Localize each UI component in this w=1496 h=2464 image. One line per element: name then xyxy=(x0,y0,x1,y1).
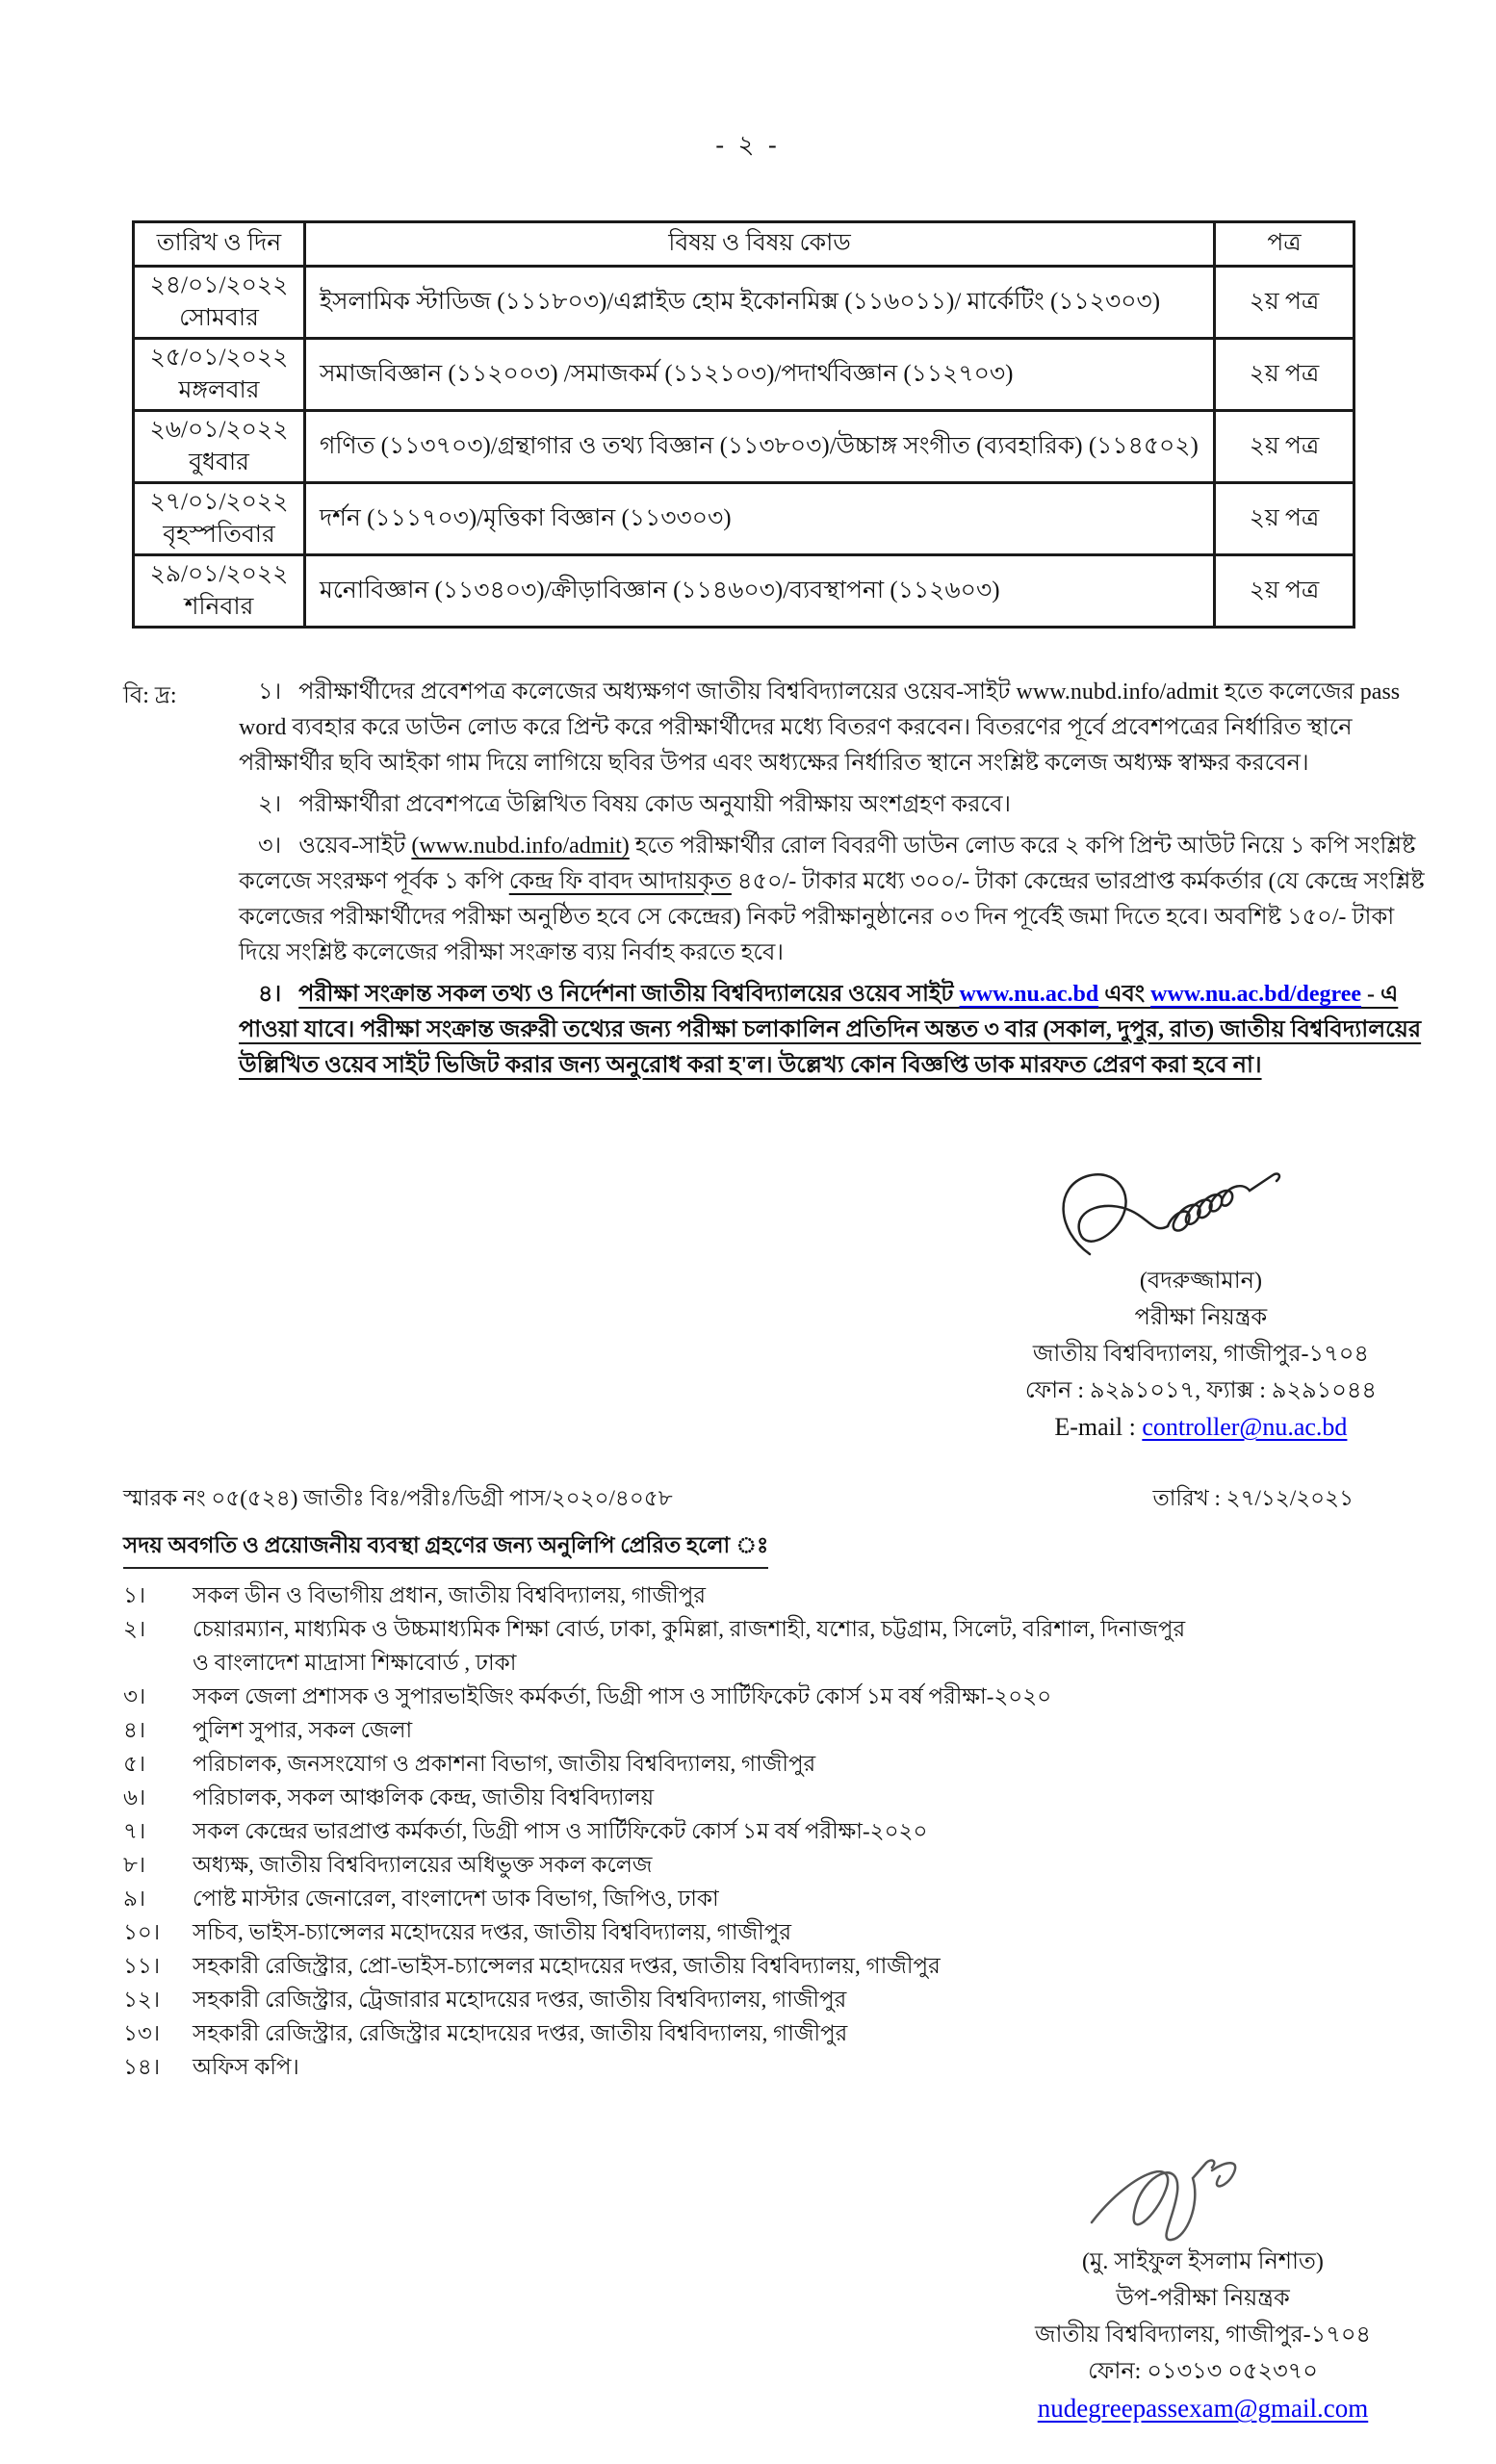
paper-cell: ২য় পত্র xyxy=(1215,555,1354,628)
note-number: ৩। xyxy=(258,834,282,859)
header-subject-code: বিষয় ও বিষয় কোড xyxy=(305,222,1215,267)
controller-email-link[interactable]: controller@nu.ac.bd xyxy=(1142,1413,1348,1441)
deputy-controller-signature-image xyxy=(1077,2153,1328,2249)
list-item-number: ৮। xyxy=(123,1853,146,1877)
list-item xyxy=(123,1680,1438,1713)
table-row xyxy=(134,555,1354,628)
exam-day: মঙ্গলবার xyxy=(178,377,260,403)
signatory-org: জাতীয় বিশ্ববিদ্যালয়, গাজীপুর-১৭০৪ xyxy=(1032,1342,1369,1367)
note-item xyxy=(239,675,1438,782)
list-item xyxy=(123,1949,1438,1983)
distribution-heading: সদয় অবগতি ও প্রয়োজনীয় ব্যবস্থা গ্রহণের জন্য অনুলিপি প্রেরিত হলো ঃ xyxy=(123,1527,768,1569)
date-day-cell xyxy=(134,339,305,411)
paper-cell: ২য় পত্র xyxy=(1215,267,1354,339)
list-item-number: ১। xyxy=(123,1583,146,1607)
underlined-text: (www.nubd.info/admit) xyxy=(411,834,630,859)
list-item xyxy=(123,1578,1438,1612)
table-header-row xyxy=(134,222,1354,267)
table-row xyxy=(134,267,1354,339)
exam-date: ২৫/০১/২০২২ xyxy=(149,345,289,371)
page-number: - ২ - xyxy=(715,131,781,159)
note-item xyxy=(239,787,1438,823)
date-day-cell xyxy=(134,267,305,339)
notes-label: বি: দ্র: xyxy=(123,683,177,708)
website-link[interactable]: www.nu.ac.bd/degree xyxy=(1150,982,1362,1007)
note-text xyxy=(298,792,1011,817)
list-item-number: ১৩। xyxy=(123,2021,161,2045)
memo-date: তারিখ : ২৭/১২/২০২১ xyxy=(1152,1486,1354,1510)
exam-schedule-table xyxy=(132,220,1355,629)
subject-cell: মনোবিজ্ঞান (১১৩৪০৩)/ক্রীড়াবিজ্ঞান (১১৪৬০৩)/ব্যবস্থাপনা (১১২৬০৩) xyxy=(305,555,1215,628)
list-item-text: সকল জেলা প্রশাসক ও সুপারভাইজিং কর্মকর্তা, ডিগ্রী পাস ও সার্টিফিকেট কোর্স ১ম বর্ষ পরীক্ষা-২০২০ xyxy=(193,1684,1052,1708)
subject-cell: ইসলামিক স্টাডিজ (১১১৮০৩)/এপ্লাইড হোম ইকোনমিক্স (১১৬০১১)/ মার্কেটিং (১১২৩০৩) xyxy=(305,267,1215,339)
exam-date: ২৬/০১/২০২২ xyxy=(149,417,289,443)
note-text-segment: হতে পরীক্ষার্থীর রোল বিবরণী ডাউন লোড করে ২ কপি প্রিন্ট আউট নিয়ে ১ কপি সংশ্লিষ্ট কলেজে সংরক্ষণ পূর্বক ১ কপি xyxy=(239,834,1416,894)
note-number: ২। xyxy=(258,792,282,817)
list-item xyxy=(123,1983,1438,2016)
underlined-text: কেন্দ্র ফি বাবদ আদায়কৃত xyxy=(508,869,732,894)
exam-day: বৃহস্পতিবার xyxy=(163,522,275,548)
note-text-segment: ৪৫০/- টাকার মধ্যে ৩০০/- টাকা কেন্দ্রের ভারপ্রাপ্ত কর্মকর্তার (যে কেন্দ্রে সংশ্লিষ্ট কলেজের পরীক্ষার্থীদের পরীক্ষা অনুষ্ঠিত হবে সে কেন্দ্রের) নিকট পরীক্ষানুষ্ঠানের ০৩ দিন পূর্বেই জমা দিতে হবে। অবশিষ্ট ১৫০/- টাকা দিয়ে সংশ্লিষ্ট কলেজের পরীক্ষা সংক্রান্ত ব্যয় নির্বাহ করতে হবে। xyxy=(239,869,1425,965)
list-item-number: ১২। xyxy=(123,1988,161,2012)
note-number: ৪। xyxy=(258,982,282,1007)
header-paper: পত্র xyxy=(1215,222,1354,267)
list-item-text xyxy=(193,1612,1438,1680)
list-item xyxy=(123,2016,1438,2050)
list-item-number: ৬। xyxy=(123,1785,146,1810)
deputy-controller-signature-block xyxy=(1035,2153,1371,2428)
exam-date: ২৭/০১/২০২২ xyxy=(149,489,289,515)
subject-cell: দর্শন (১১১৭০৩)/মৃত্তিকা বিজ্ঞান (১১৩৩০৩) xyxy=(305,483,1215,555)
table-row xyxy=(134,339,1354,411)
list-item-text: সকল ডীন ও বিভাগীয় প্রধান, জাতীয় বিশ্ববিদ্যালয়, গাজীপুর xyxy=(193,1583,706,1607)
list-item-text: সহকারী রেজিস্ট্রার, রেজিস্ট্রার মহোদয়ের দপ্তর, জাতীয় বিশ্ববিদ্যালয়, গাজীপুর xyxy=(193,2021,848,2045)
distribution-list xyxy=(123,1578,1438,2084)
exam-day: সোমবার xyxy=(179,305,259,331)
deputy-email-link[interactable]: nudegreepassexam@gmail.com xyxy=(1037,2394,1369,2423)
controller-signature-block xyxy=(1025,1163,1377,1446)
list-item-number: ৩। xyxy=(123,1684,146,1708)
exam-date: ২৯/০১/২০২২ xyxy=(149,561,289,587)
date-day-cell xyxy=(134,483,305,555)
list-item-number: ৫। xyxy=(123,1752,146,1776)
note-text-segment: ওয়েব-সাইট xyxy=(298,834,412,859)
note-number: ১। xyxy=(258,680,282,705)
email-line xyxy=(1025,1409,1377,1446)
list-item xyxy=(123,1747,1438,1781)
list-item-line: ও বাংলাদেশ মাদ্রাসা শিক্ষাবোর্ড , ঢাকা xyxy=(193,1651,517,1675)
subject-cell: গণিত (১১৩৭০৩)/গ্রন্থাগার ও তথ্য বিজ্ঞান (১১৩৮০৩)/উচ্চাঙ্গ সংগীত (ব্যবহারিক) (১১৪৫০২) xyxy=(305,411,1215,483)
list-item-text: সহকারী রেজিস্ট্রার, ট্রেজারার মহোদয়ের দপ্তর, জাতীয় বিশ্ববিদ্যালয়, গাজীপুর xyxy=(193,1988,847,2012)
signatory-phone: ফোন: ০১৩১৩ ০৫২৩৭০ xyxy=(1088,2359,1318,2384)
list-item-text: সহকারী রেজিস্ট্রার, প্রো-ভাইস-চ্যান্সেলর মহোদয়ের দপ্তর, জাতীয় বিশ্ববিদ্যালয়, গাজীপুর xyxy=(193,1954,941,1978)
table-row xyxy=(134,411,1354,483)
controller-signature-image xyxy=(1046,1163,1354,1269)
memo-row xyxy=(123,1480,1354,1518)
note-item xyxy=(239,829,1438,971)
date-day-cell xyxy=(134,411,305,483)
list-item-text: অফিস কপি। xyxy=(193,2055,299,2079)
signatory-org: জাতীয় বিশ্ববিদ্যালয়, গাজীপুর-১৭০৪ xyxy=(1034,2323,1371,2348)
list-item-text: সচিব, ভাইস-চ্যান্সেলর মহোদয়ের দপ্তর, জাতীয় বিশ্ববিদ্যালয়, গাজীপুর xyxy=(193,1920,791,1944)
exam-day: শনিবার xyxy=(184,594,254,620)
note-text xyxy=(239,834,1425,965)
list-item-text: সকল কেন্দ্রের ভারপ্রাপ্ত কর্মকর্তা, ডিগ্রী পাস ও সার্টিফিকেট কোর্স ১ম বর্ষ পরীক্ষা-২০২০ xyxy=(193,1819,928,1843)
note-text-segment: এবং xyxy=(1098,982,1151,1007)
list-item-number: ১১। xyxy=(123,1954,161,1978)
signatory-title: উপ-পরীক্ষা নিয়ন্ত্রক xyxy=(1116,2286,1290,2311)
list-item xyxy=(123,1915,1438,1949)
note-text-segment: পরীক্ষা সংক্রান্ত সকল তথ্য ও নির্দেশনা জাতীয় বিশ্ববিদ্যালয়ের ওয়েব সাইট xyxy=(298,982,960,1007)
list-item-number: ২। xyxy=(123,1617,146,1641)
note-text xyxy=(239,982,1421,1078)
signatory-title: পরীক্ষা নিয়ন্ত্রক xyxy=(1134,1305,1268,1330)
list-item-line: চেয়ারম্যান, মাধ্যমিক ও উচ্চমাধ্যমিক শিক্ষা বোর্ড, ঢাকা, কুমিল্লা, রাজশাহী, যশোর, চট্টগ্রাম, সিলেট, বরিশাল, দিনাজপুর xyxy=(193,1617,1186,1641)
paper-cell: ২য় পত্র xyxy=(1215,483,1354,555)
paper-cell: ২য় পত্র xyxy=(1215,411,1354,483)
list-item-number: ১০। xyxy=(123,1920,161,1944)
note-text-segment: পরীক্ষার্থীদের প্রবেশপত্র কলেজের অধ্যক্ষগণ জাতীয় বিশ্ববিদ্যালয়ের ওয়েব-সাইট www.nubd.info/admit হতে কলেজের pass word ব্যবহার করে ডাউন লোড করে প্রিন্ট করে পরীক্ষার্থীদের মধ্যে বিতরণ করবেন। বিতরণের পূর্বে প্রবেশপত্রের নির্ধারিত স্থানে পরীক্ষার্থীর ছবি আইকা গাম দিয়ে লাগিয়ে ছবির উপর এবং অধ্যক্ষের নির্ধারিত স্থানে সংশ্লিষ্ট কলেজ অধ্যক্ষ স্বাক্ষর করবেন। xyxy=(239,680,1401,776)
signatory-phone-fax: ফোন : ৯২৯১০১৭, ফ্যাক্স : ৯২৯১০৪৪ xyxy=(1024,1378,1377,1403)
list-item-number: ৪। xyxy=(123,1718,146,1742)
list-item xyxy=(123,2050,1438,2084)
email-label: E-mail : xyxy=(1054,1413,1143,1441)
list-item xyxy=(123,1612,1438,1680)
list-item xyxy=(123,1882,1438,1915)
list-item-number: ৭। xyxy=(123,1819,146,1843)
note-text-segment: পরীক্ষার্থীরা প্রবেশপত্রে উল্লিখিত বিষয় কোড অনুযায়ী পরীক্ষায় অংশগ্রহণ করবে। xyxy=(298,792,1012,817)
list-item xyxy=(123,1713,1438,1747)
memo-reference: স্মারক নং ০৫(৫২৪) জাতীঃ বিঃ/পরীঃ/ডিগ্রী পাস/২০২০/৪০৫৮ xyxy=(123,1486,673,1510)
notes-section xyxy=(123,675,1438,1084)
note-text xyxy=(239,680,1400,776)
signatory-name: (বদরুজ্জামান) xyxy=(1139,1269,1262,1294)
list-item-text: পুলিশ সুপার, সকল জেলা xyxy=(193,1718,413,1742)
list-item-number: ১৪। xyxy=(123,2055,161,2079)
table-row xyxy=(134,483,1354,555)
note-text-segment: - এ পাওয়া যাবে। পরীক্ষা সংক্রান্ত জরুরী তথ্যের জন্য পরীক্ষা চলাকালিন প্রতিদিন অন্তত ৩ বার (সকাল, দুপুর, রাত) জাতীয় বিশ্ববিদ্যালয়ের উল্লিখিত ওয়েব সাইট ভিজিট করার জন্য অনুরোধ করা হ'ল। উল্লেখ্য কোন বিজ্ঞপ্তি ডাক মারফত প্রেরণ করা হবে না। xyxy=(239,982,1422,1078)
list-item xyxy=(123,1848,1438,1882)
list-item-number: ৯। xyxy=(123,1886,146,1911)
list-item xyxy=(123,1781,1438,1814)
subject-cell: সমাজবিজ্ঞান (১১২০০৩) /সমাজকর্ম (১১২১০৩)/পদার্থবিজ্ঞান (১১২৭০৩) xyxy=(305,339,1215,411)
website-link[interactable]: www.nu.ac.bd xyxy=(959,982,1099,1007)
note-item-important xyxy=(239,977,1438,1084)
date-day-cell xyxy=(134,555,305,628)
list-item-text: পোষ্ট মাস্টার জেনারেল, বাংলাদেশ ডাক বিভাগ, জিপিও, ঢাকা xyxy=(193,1886,719,1911)
list-item xyxy=(123,1814,1438,1848)
list-item-text: অধ্যক্ষ, জাতীয় বিশ্ববিদ্যালয়ের অধিভুক্ত সকল কলেজ xyxy=(193,1853,653,1877)
list-item-text: পরিচালক, সকল আঞ্চলিক কেন্দ্র, জাতীয় বিশ্ববিদ্যালয় xyxy=(193,1785,655,1810)
paper-cell: ২য় পত্র xyxy=(1215,339,1354,411)
exam-day: বুধবার xyxy=(189,449,249,475)
exam-date: ২৪/০১/২০২২ xyxy=(149,272,289,298)
header-date-day: তারিখ ও দিন xyxy=(134,222,305,267)
signatory-name: (মু. সাইফুল ইসলাম নিশাত) xyxy=(1082,2249,1324,2274)
list-item-text: পরিচালক, জনসংযোগ ও প্রকাশনা বিভাগ, জাতীয় বিশ্ববিদ্যালয়, গাজীপুর xyxy=(193,1752,816,1776)
